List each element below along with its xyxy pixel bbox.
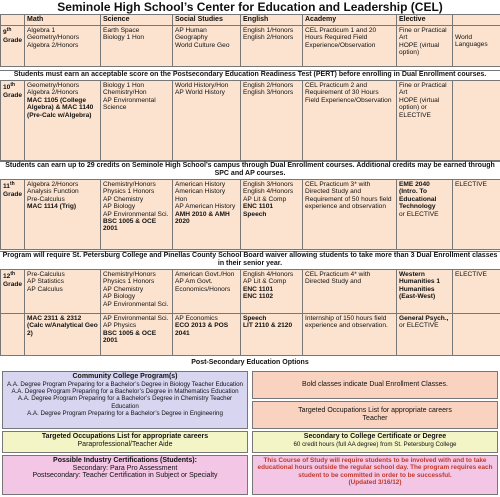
grade11-extra: ELECTIVE [453, 180, 500, 250]
header-science: Science [101, 15, 173, 26]
note-waiver: Program will require St. Petersburg College and Pinellas County School Board waiver allowing students to take more than 3 Dual Enrollment classes in their senior year. [0, 251, 500, 270]
grade11-english: English 3/Honors English 4/Honors AP Lit & Comp ENC 1101 Speech [241, 180, 303, 250]
community-college-box [2, 371, 248, 429]
certs-line2: Postsecondary: Teacher Certification in Subject or Specialty [32, 472, 218, 480]
secondary-value: 60 credit hours (full AA degree) from St. Petersburg College [293, 441, 457, 448]
course-of-study-note [252, 455, 498, 495]
header-row [1, 15, 500, 26]
grade12b-academy: Internship of 150 hours field experience and observation. [303, 314, 397, 356]
grade10-academy: CEL Practicum 2 and Requirement of 30 Hours Field Experience/Observation [303, 81, 397, 161]
header-academy: Academy [303, 15, 397, 26]
industry-certifications-box [2, 455, 248, 495]
targeted-occupations-left [2, 431, 248, 453]
grade11-row [1, 180, 500, 250]
grade12b-extra [453, 314, 500, 356]
grade9-social: AP Human Geography World Culture Geo [173, 26, 241, 67]
grid-grade10 [0, 80, 500, 161]
grade10-label: 10th Grade [1, 81, 25, 161]
grade12b-social: AP Economics ECO 2013 & POS 2041 [173, 314, 241, 356]
grade11-academy: CEL Practicum 3* with Directed Study and Requirement of 50 hours field experience and observation [303, 180, 397, 250]
grade12-elective: Western Humanities 1 Humanities (East-West) [397, 270, 453, 314]
grade10-science: Biology 1 Hon Chemistry/Hon AP Environmental Science [101, 81, 173, 161]
header-english: English [241, 15, 303, 26]
updated-date: (Updated 3/16/12) [348, 479, 402, 487]
grade9-english: English 1/Honors English 2/Honors [241, 26, 303, 67]
course-note-text: This Course of Study will require students to be involved with and to take educational hours outside the regular school day. The program requires each student to be committed in order to be successful. [257, 457, 493, 479]
grade10-english: English 2/Honors English 3/Honors [241, 81, 303, 161]
grade12-row-2 [1, 314, 500, 356]
grade10-extra [453, 81, 500, 161]
post-secondary-title-text: Post-Secondary Education Options [191, 359, 309, 366]
grade9-row [1, 26, 500, 67]
grid-grade11 [0, 179, 500, 250]
grid-top [0, 14, 500, 67]
grade11-math: Algebra 2/Honors Analysis Function Pre-Calculus MAC 1114 (Trig) [25, 180, 101, 250]
header-social-studies: Social Studies [173, 15, 241, 26]
grid-grade12 [0, 269, 500, 356]
grade12-extra: ELECTIVE [453, 270, 500, 314]
grade12-row [1, 270, 500, 314]
grade9-extra: World Languages [453, 26, 500, 67]
community-item: A.A. Degree Program Preparing for a Bachelor’s Degree in Mathematics Education [11, 388, 239, 396]
secondary-title: Secondary to College Certificate or Degree [303, 433, 447, 440]
grade9-label: 9th Grade [1, 26, 25, 67]
bold-classes-note [252, 371, 498, 399]
grade9-math: Algebra 1 Geometry/Honors Algebra 2/Honors [25, 26, 101, 67]
grade12-social: American Govt./Hon AP Am Govt. Economics/Honors [173, 270, 241, 314]
grade12b-elective: General Psych., or ELECTIVE [397, 314, 453, 356]
targeted-left-title: Targeted Occupations List for appropriate careers [41, 433, 209, 440]
grade9-science: Earth Space Biology 1 Hon [101, 26, 173, 67]
grade12b-english: Speech LIT 2110 & 2120 [241, 314, 303, 356]
targeted-occupations-right [252, 401, 498, 429]
grade12b-math: MAC 2311 & 2312 (Calc w/Analytical Geo 2) [25, 314, 101, 356]
grade9-academy: CEL Practicum 1 and 20 Hours Required Field Experience/Observation [303, 26, 397, 67]
secondary-certificate-box [252, 431, 498, 453]
community-college-title: Community College Program(s) [72, 373, 178, 380]
grade12b-science: AP Environmental Sci. AP Physics BSC 1005 & OCE 2001 [101, 314, 173, 356]
grade9-elective: Fine or Practical Art HOPE (virtual option) [397, 26, 453, 67]
header-cell [1, 15, 25, 26]
grade12-science: Chemistry/Honors Physics 1 Honors AP Chemistry AP Biology AP Environmental Sci. [101, 270, 173, 314]
targeted-right-value: Teacher [362, 415, 388, 422]
targeted-left-value: Paraprofessional/Teacher Aide [77, 441, 173, 448]
grade10-social: World History/Hon AP World History [173, 81, 241, 161]
grade10-elective: Fine or Practical Art HOPE (virtual option) or ELECTIVE [397, 81, 453, 161]
grade12b-label [1, 314, 25, 356]
note-credits: Students can earn up to 29 credits on Seminole High School’s campus through Dual Enrollment courses. Additional credits may be earned through SPC and AP courses. [0, 161, 500, 180]
targeted-right-title: Targeted Occupations List for appropriate careers [298, 407, 452, 414]
grade11-science: Chemistry/Honors Physics 1 Honors AP Chemistry AP Biology AP Environmental Sci. BSC 1005 & OCE 2001 [101, 180, 173, 250]
grade12-label: 12th Grade [1, 270, 25, 314]
bold-classes-text: Bold classes indicate Dual Enrollment Classes. [302, 381, 448, 388]
post-secondary-title [0, 358, 500, 370]
community-item: A.A. Degree Program Preparing for a Bachelor’s Degree in Biology Teacher Education [7, 381, 243, 388]
header-cell [453, 15, 500, 26]
certs-title: Possible Industry Certifications (Students): [53, 457, 197, 464]
certs-line1: Secondary: Para Pro Assessment [72, 465, 178, 472]
community-item: A.A. Degree Program Preparing for a Bachelor’s Degree in Chemistry Teacher Education [17, 395, 233, 410]
community-item: A.A. Degree Program Preparing for a Bachelor’s Degree in Engineering [27, 409, 223, 417]
grade10-math: Geometry/Honors Algebra 2/Honors MAC 1105 (College Algebra) & MAC 1140 (Pre-Calc w/Algebra) [25, 81, 101, 161]
grade11-label: 11th Grade [1, 180, 25, 250]
grade11-elective: EME 2040 (Intro. To Educational Technology or ELECTIVE [397, 180, 453, 250]
grade11-social: American History American History Hon AP American History AMH 2010 & AMH 2020 [173, 180, 241, 250]
page-title: Seminole High School’s Center for Education and Leadership (CEL) [0, 0, 500, 14]
grade12-academy: CEL Practicum 4* with Directed Study and [303, 270, 397, 314]
header-elective: Elective [397, 15, 453, 26]
grade12-english: English 4/Honors AP Lit & Comp ENC 1101 ENC 1102 [241, 270, 303, 314]
grade10-row [1, 81, 500, 161]
grade12-math: Pre-Calculus AP Statistics AP Calculus [25, 270, 101, 314]
note-pert: Students must earn an acceptable score on the Postsecondary Education Readiness Test (PERT) before enrolling in Dual Enrollment courses. [0, 70, 500, 81]
header-math: Math [25, 15, 101, 26]
